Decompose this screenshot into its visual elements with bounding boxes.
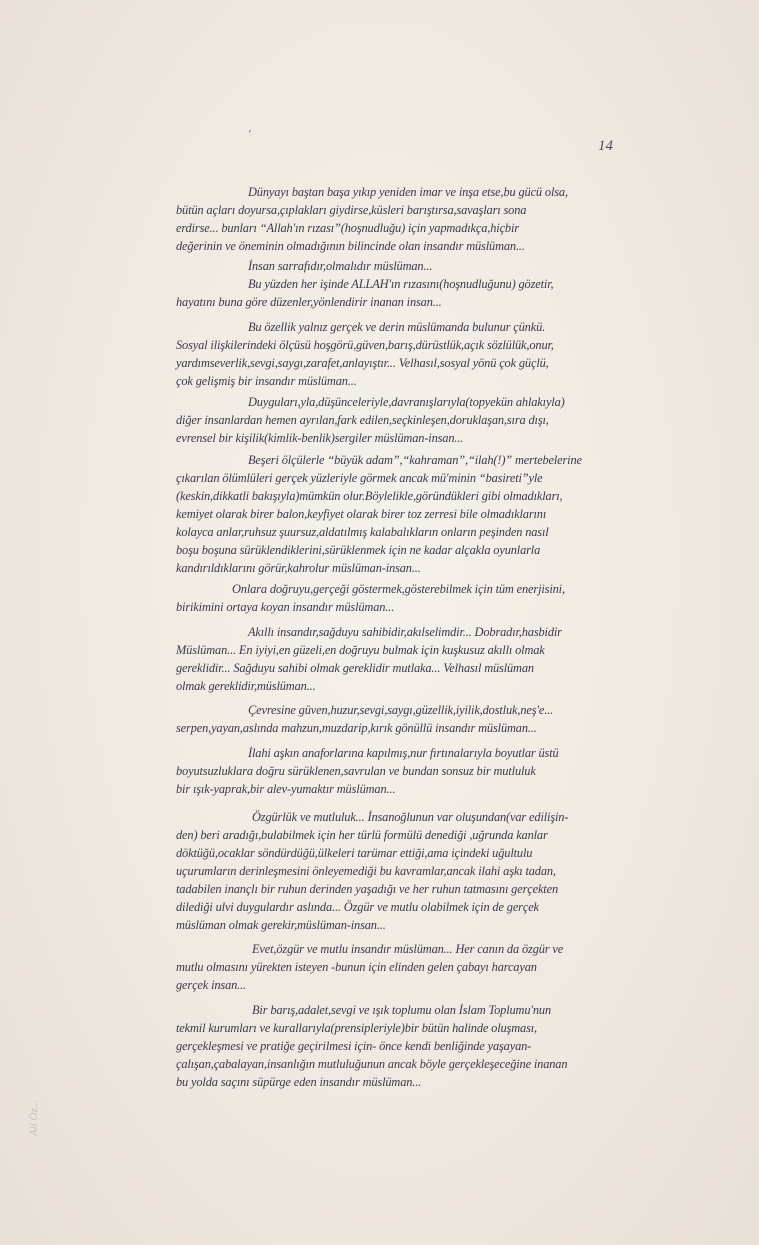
- text-line: Bir barış,adalet,sevgi ve ışık toplumu olan İslam Toplumu'nun: [252, 1003, 552, 1017]
- paragraph: [176, 744, 638, 798]
- text-line: Dünyayı baştan başa yıkıp yeniden imar ve inşa etse,bu gücü olsa,: [248, 185, 568, 199]
- text-line: kemiyet olarak birer balon,keyfiyet olarak birer toz zerresi bile olmadıklarını: [176, 507, 547, 521]
- text-line: hayatını buna göre düzenler,yönlendirir inanan insan...: [176, 295, 442, 309]
- text-line: evrensel bir kişilik(kimlik-benlik)sergiler müslüman-insan...: [176, 431, 464, 445]
- page-tick-mark: ‘: [248, 128, 252, 141]
- text-line: bir ışık-yaprak,bir alev-yumaktır müslüman...: [176, 782, 396, 796]
- text-line: İlahi aşkın anaforlarına kapılmış,nur fırtınalarıyla boyutlar üstü: [248, 746, 559, 760]
- text-line: (keskin,dikkatli bakışıyla)mümkün olur.Böylelikle,göründükleri gibi olmadıkları,: [176, 489, 563, 503]
- paragraph: [176, 1001, 638, 1091]
- paragraph: [176, 701, 638, 737]
- paragraph: [176, 808, 638, 934]
- text-line: İnsan sarrafıdır,olmalıdır müslüman...: [248, 259, 433, 273]
- paragraph: [176, 275, 638, 311]
- text-line: çıkarılan ölümlüleri gerçek yüzleriyle görmek ancak mü'minin “basireti”yle: [176, 471, 543, 485]
- paragraph: [176, 257, 638, 275]
- text-line: bütün açları doyursa,çıplakları giydirse,küsleri barıştırsa,savaşları sona: [176, 203, 527, 217]
- paragraph: [176, 451, 638, 577]
- text-line: döktüğü,ocaklar söndürdüğü,ülkeleri tarümar ettiği,ama içindeki uğultulu: [176, 846, 533, 860]
- text-line: erdirse... bunları “Allah'ın rızası”(hoşnudluğu) için yapmadıkça,hiçbir: [176, 221, 519, 235]
- text-line: diğer insanlardan hemen ayrılan,fark edilen,seçkinleşen,doruklaşan,sıra dışı,: [176, 413, 549, 427]
- text-line: Evet,özgür ve mutlu insandır müslüman... Her canın da özgür ve: [252, 942, 564, 956]
- text-line: kandırıldıklarını görür,kahrolur müslüman-insan...: [176, 561, 421, 575]
- text-line: Bu yüzden her işinde ALLAH'ın rızasını(hoşnudluğunu) gözetir,: [248, 277, 554, 291]
- edge-watermark: Ali Öz...: [28, 1100, 40, 1137]
- text-line: değerinin ve öneminin olmadığının bilincinde olan insandır müslüman...: [176, 239, 525, 253]
- paragraph: [176, 318, 638, 390]
- text-line: Müslüman... En iyiyi,en güzeli,en doğruyu bulmak için kuşkusuz akıllı olmak: [176, 643, 545, 657]
- text-line: olmak gereklidir,müslüman...: [176, 679, 316, 693]
- page-number: 14: [598, 138, 613, 154]
- text-line: serpen,yayan,aslında mahzun,muzdarip,kırık gönüllü insandır müslüman...: [176, 721, 537, 735]
- text-line: Akıllı insandır,sağduyu sahibidir,akılselimdir... Dobradır,hasbidir: [248, 625, 562, 639]
- text-line: Onlara doğruyu,gerçeği göstermek,gösterebilmek için tüm enerjisini,: [232, 582, 565, 596]
- text-line: boşu boşuna sürüklendiklerini,sürüklenmek için ne kadar alçakla oyunlarla: [176, 543, 541, 557]
- text-line: Özgürlük ve mutluluk... İnsanoğlunun var oluşundan(var edilişin-: [252, 810, 569, 824]
- text-line: çok gelişmiş bir insandır müslüman...: [176, 374, 357, 388]
- text-line: birikimini ortaya koyan insandır müslüman...: [176, 600, 395, 614]
- text-line: mutlu olmasını yürekten isteyen -bunun için elinden gelen çabayı harcayan: [176, 960, 537, 974]
- text-line: Bu özellik yalnız gerçek ve derin müslümanda bulunur çünkü.: [248, 320, 546, 334]
- text-line: tekmil kurumları ve kurallarıyla(prensipleriyle)bir bütün halinde oluşması,: [176, 1021, 537, 1035]
- text-line: dilediği ulvi duygulardır aslında... Özgür ve mutlu olabilmek için de gerçek: [176, 900, 539, 914]
- text-line: Beşeri ölçülerle “büyük adam”,“kahraman”,“ilah(!)” mertebelerine: [248, 453, 582, 467]
- text-line: Duyguları,yla,düşünceleriyle,davranışlarıyla(topyekün ahlakıyla): [248, 395, 565, 409]
- text-line: müslüman olmak gerekir,müslüman-insan...: [176, 918, 386, 932]
- text-line: gerçekleşmesi ve pratiğe geçirilmesi için- önce kendi benliğinde yaşayan-: [176, 1039, 532, 1053]
- text-line: Sosyal ilişkilerindeki ölçüsü hoşgörü,güven,barış,dürüstlük,açık sözlülük,onur,: [176, 338, 554, 352]
- text-line: Çevresine güven,huzur,sevgi,saygı,güzellik,iyilik,dostluk,neş'e...: [248, 703, 554, 717]
- paragraph: [176, 940, 638, 994]
- text-line: bu yolda saçını süpürge eden insandır müslüman...: [176, 1075, 422, 1089]
- text-line: boyutsuzluklara doğru sürüklenen,savrulan ve bundan sonsuz bir mutluluk: [176, 764, 536, 778]
- text-line: yardımseverlik,sevgi,saygı,zarafet,anlayıştır... Velhasıl,sosyal yönü çok güçlü,: [176, 356, 549, 370]
- text-line: tadabilen inançlı bir ruhun derinden yaşadığı ve her ruhun tatmasını gerçekten: [176, 882, 558, 896]
- paragraph: [176, 183, 638, 255]
- text-line: gereklidir... Sağduyu sahibi olmak gereklidir mutlaka... Velhasıl müslüman: [176, 661, 534, 675]
- text-line: den) beri aradığı,bulabilmek için her türlü formülü denediği ,uğrunda kanlar: [176, 828, 548, 842]
- text-line: kolayca anlar,ruhsuz şuursuz,aldatılmış kalabalıkların onların peşinden nasıl: [176, 525, 549, 539]
- text-line: çalışan,çabalayan,insanlığın mutluluğunun ancak böyle gerçekleşeceğine inanan: [176, 1057, 568, 1071]
- paragraph: [176, 393, 638, 447]
- text-line: uçurumların derinleşmesini önleyemediği bu kavramlar,ancak ilahi aşkı tadan,: [176, 864, 556, 878]
- paragraph: [176, 580, 638, 616]
- text-line: gerçek insan...: [176, 978, 247, 992]
- paragraph: [176, 623, 638, 695]
